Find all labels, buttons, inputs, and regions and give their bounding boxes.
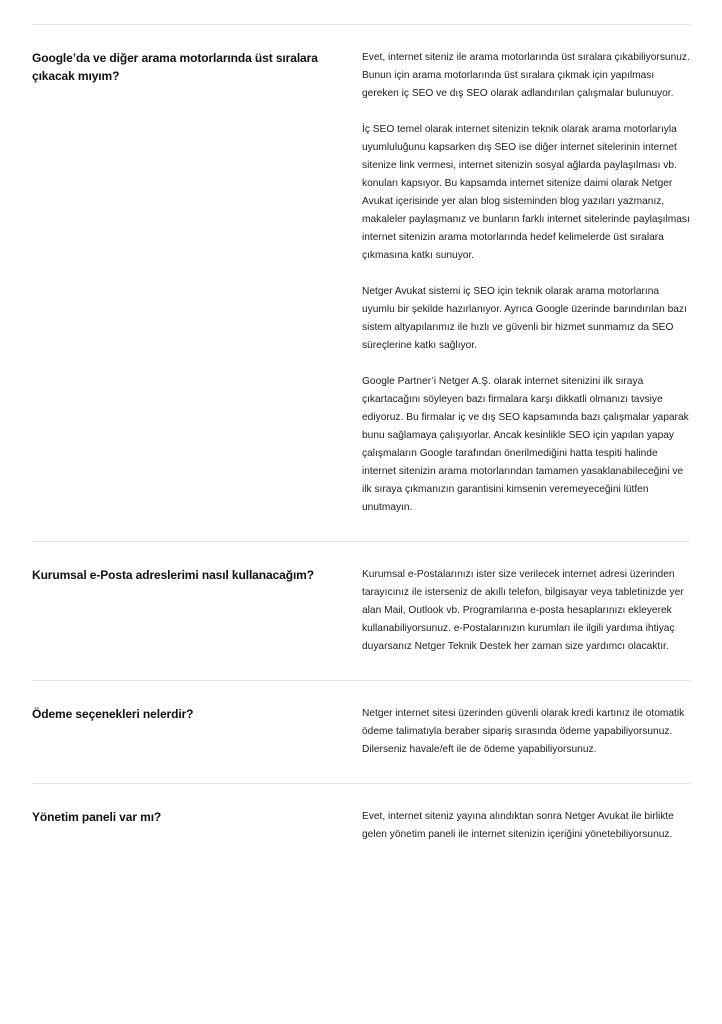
faq-answer-paragraph: Netger internet sitesi üzerinden güvenli olarak kredi kartınız ile otomatik ödeme talimatıyla beraber sipariş sırasında ödeme yapabiliyorsunuz. Dilerseniz havale/eft ile de ödeme yapabiliyorsunuz. [362,708,685,755]
faq-item [32,783,690,844]
faq-answer [362,808,690,844]
faq-list [32,24,690,844]
faq-answer [362,49,690,517]
faq-question: Google’da ve diğer arama motorlarında üst sıralara çıkacak mıyım? [32,51,318,83]
faq-answer-paragraph: Google Partner’i Netger A.Ş. olarak internet sitenizini ilk sıraya çıkartacağını söyleyen bazı firmalara karşı dikkatli olmanızı tavsiye ediyoruz. Bu firmalar iç ve dış SEO kapsamında bazı çalışmalar yaparak bunu sağlamaya çalışıyorlar. Ancak kesinlikle SEO için yapılan yapay çalışmaların Google tarafından önerilmediğini hatta tespiti halinde internet sitenizin arama motorlarından tamamen yasaklanabileceğini ve ilk sıraya çıkmanızın garantisini kimsenin veremeyeceğini lütfen unutmayın. [362,376,689,513]
faq-question: Kurumsal e-Posta adreslerimi nasıl kullanacağım? [32,568,314,582]
faq-item [32,24,690,541]
faq-answer-paragraph: Netger Avukat sistemi iç SEO için teknik olarak arama motorlarına uyumlu bir şekilde hazırlanıyor. Ayrıca Google üzerinde barındırılan bazı sistem altyapılarımız ile hızlı ve güvenli bir hizmet sunmamız da SEO süreçlerine katkı sağlıyor. [362,286,687,351]
faq-question: Yönetim paneli var mı? [32,810,162,824]
faq-question: Ödeme seçenekleri nelerdir? [32,707,194,721]
faq-answer [362,566,690,656]
faq-answer-paragraph: Evet, internet siteniz ile arama motorlarında üst sıralara çıkabiliyorsunuz. Bunun için arama motorlarında üst sıralara çıkmak için yapılması gereken iç SEO ve dış SEO olarak adlandırılan çalışmalar bulunuyor. [362,52,690,99]
faq-item [32,680,690,783]
faq-answer-paragraph: İç SEO temel olarak internet sitenizin teknik olarak arama motorlarıyla uyumluluğunu kapsarken dış SEO ise diğer internet sitelerinin internet sitenize link vermesi, internet sitenizin sosyal ağlarda paylaşılması vb. konuları kapsıyor. Bu kapsamda internet sitenize daimi olarak Netger Avukat içerisinde yer alan blog sisteminden blog yazıları yazmanız, makaleler paylaşmanız ve bunların farklı internet sitelerinde paylaşılması internet sitenizin arama motorlarında hedef kelimelerde üst sıralara çıkmasına katkı sunuyor. [362,124,690,261]
faq-item [32,541,690,680]
faq-answer-paragraph: Evet, internet siteniz yayına alındıktan sonra Netger Avukat ile birlikte gelen yönetim paneli ile internet sitenizin içeriğini yönetebiliyorsunuz. [362,811,674,840]
faq-answer [362,705,690,759]
faq-answer-paragraph: Kurumsal e-Postalarınızı ister size verilecek internet adresi üzerinden tarayıcınız ile isterseniz de akıllı telefon, bilgisayar veya tabletinizde yer alan Mail, Outlook vb. Programlarına e-posta hesaplarınızı ekleyerek kullanabiliyorsunuz. e-Postalarınızın kurumları ile ilgili yardıma ihtiyaç duyarsanız Netger Teknik Destek her zaman size yardımcı olacaktır. [362,569,684,652]
